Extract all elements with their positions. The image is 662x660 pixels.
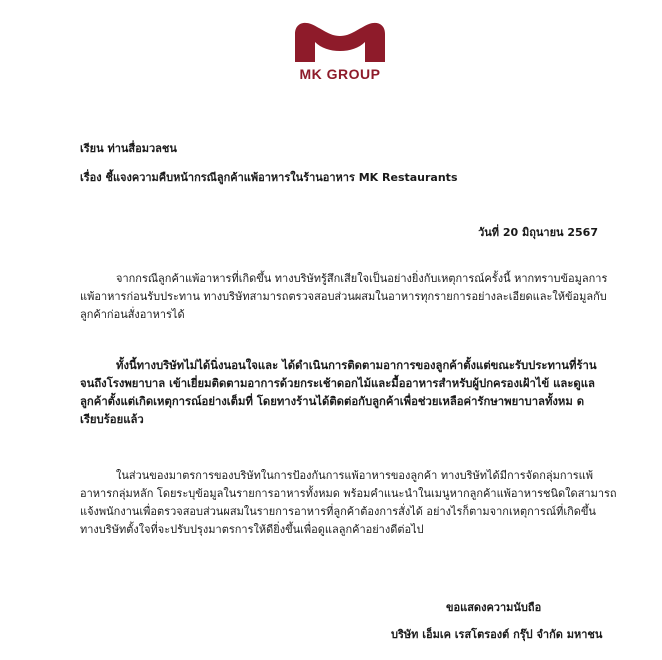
subject-line: เรื่อง ชี้แจงความคืบหน้ากรณีลูกค้าแพ้อาหารในร้านอาหาร MK Restaurants bbox=[80, 171, 458, 184]
paragraph-line: ทั้งนี้ทางบริษัทไม่ได้นิ่งนอนใจและ ได้ดำเนินการติดตามอาการของลูกค้าตั้งแต่ขณะรับประทานที่ร้าน bbox=[116, 359, 597, 372]
paragraph-line: จากกรณีลูกค้าแพ้อาหารที่เกิดขึ้น ทางบริษัทรู้สึกเสียใจเป็นอย่างยิ่งกับเหตุการณ์ครั้งนี้ หากทราบข้อมูลการ bbox=[116, 272, 608, 285]
mk-m-arch-icon bbox=[293, 20, 387, 64]
signer-name: บริษัท เอ็มเค เรสโตรองต์ กรุ๊ป จำกัด มหาชน bbox=[391, 628, 603, 641]
paragraph-line: อาหารกลุ่มหลัก โดยระบุข้อมูลในรายการอาหารทั้งหมด พร้อมคำแนะนำในเมนูหากลูกค้าแพ้อาหารชนิดใดสามารถ bbox=[80, 487, 617, 500]
paragraph-line: จนถึงโรงพยาบาล เข้าเยี่ยมติดตามอาการด้วยกระเช้าดอกไม้และมื้ออาหารสำหรับผู้ปกครองเฝ้าไข้ และดูแล bbox=[80, 377, 595, 390]
paragraph-line: ในส่วนของมาตรการของบริษัทในการป้องกันการแพ้อาหารของลูกค้า ทางบริษัทได้มีการจัดกลุ่มการแพ้ bbox=[116, 469, 594, 482]
paragraph-3 bbox=[80, 467, 617, 539]
paragraph-line: แพ้อาหารก่อนรับประทาน ทางบริษัทสามารถตรวจสอบส่วนผสมในอาหารทุกรายการอย่างละเอียดและให้ข้อมูลกับ bbox=[80, 290, 607, 303]
paragraph-line: ทางบริษัทตั้งใจที่จะปรับปรุงมาตรการให้ดียิ่งขึ้นเพื่อดูแลลูกค้าอย่างดีต่อไป bbox=[80, 523, 424, 536]
mk-group-logo bbox=[293, 20, 387, 84]
letter-date: วันที่ 20 มิถุนายน 2567 bbox=[478, 226, 598, 239]
paragraph-line: แจ้งพนักงานเพื่อตรวจสอบส่วนผสมในรายการอาหารที่ลูกค้าต้องการสั่งได้ อย่างไรก็ตามจากเหตุการณ์ที่เกิดขึ้น bbox=[80, 505, 596, 518]
paragraph-line: ลูกค้าตั้งแต่เกิดเหตุการณ์อย่างเต็มที่ โดยทางร้านได้ติดต่อกับลูกค้าเพื่อช่วยเหลือค่ารักษาพยาบาลทั้งหม ด bbox=[80, 395, 585, 408]
paragraph-line: เรียบร้อยแล้ว bbox=[80, 413, 144, 426]
paragraph-1 bbox=[80, 270, 610, 324]
paragraph-line: ลูกค้าก่อนสั่งอาหารได้ bbox=[80, 308, 185, 321]
closing-line: ขอแสดงความนับถือ bbox=[446, 601, 542, 614]
salutation: เรียน ท่านสื่อมวลชน bbox=[80, 142, 177, 155]
paragraph-2 bbox=[80, 357, 610, 429]
brand-name: MK GROUP bbox=[299, 66, 381, 82]
